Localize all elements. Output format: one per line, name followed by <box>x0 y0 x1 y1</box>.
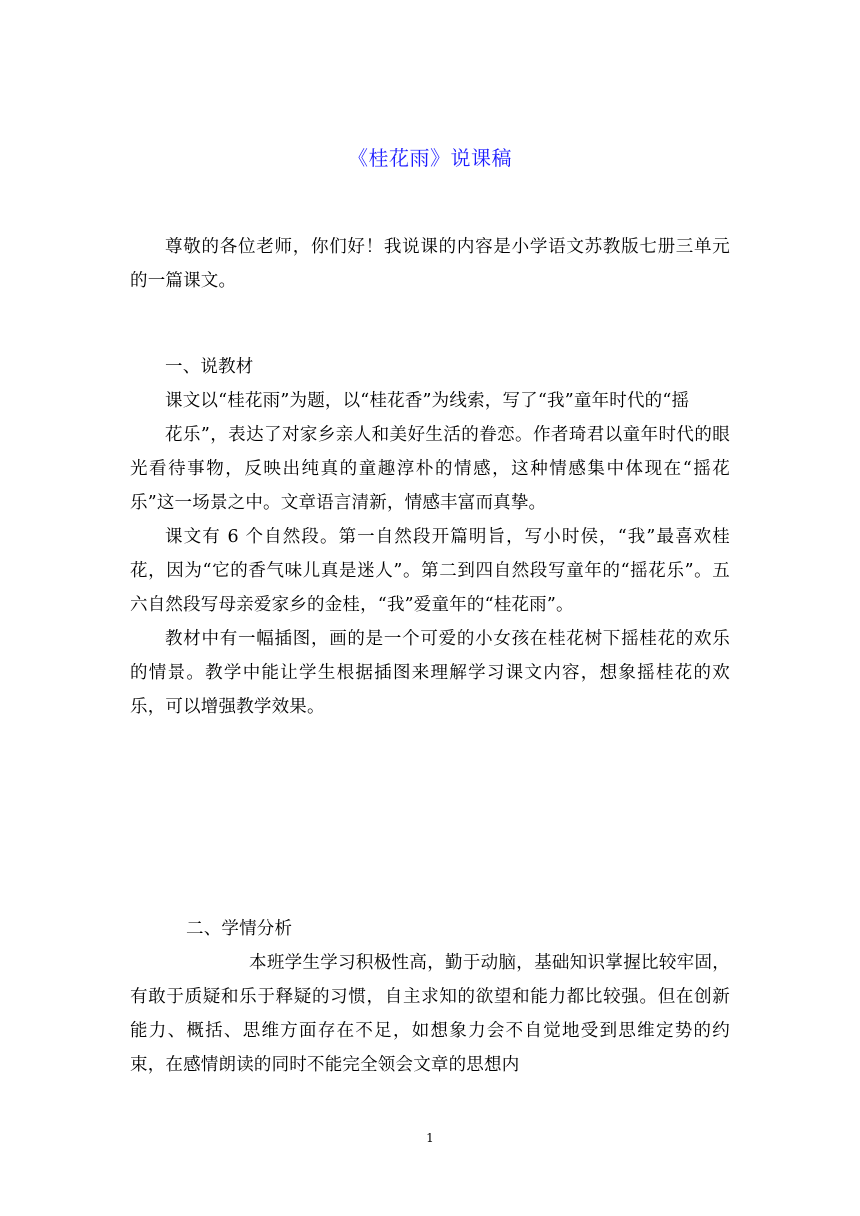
section1-paragraph-3: 教材中有一幅插图，画的是一个可爱的小女孩在桂花树下摇桂花的欢乐的情景。教学中能让学生根据插图来理解学习课文内容，想象摇桂花的欢乐，可以增强教学效果。 <box>130 629 730 717</box>
section1-paragraph-1b: 花乐”，表达了对家乡亲人和美好生活的眷恋。作者琦君以童年时代的眼光看待事物，反映出纯真的童趣淳朴的情感，这种情感集中体现在“摇花乐”这一场景之中。文章语言清新，情感丰富而真挚。 <box>130 425 730 513</box>
document-title: 《桂花雨》说课稿 <box>348 146 512 170</box>
intro-block <box>130 230 730 298</box>
intro-paragraph: 尊敬的各位老师，你们好！我说课的内容是小学语文苏教版七册三单元的一篇课文。 <box>130 237 730 291</box>
section-teaching-material <box>130 350 730 724</box>
section1-paragraph-2: 课文有 6 个自然段。第一自然段开篇明旨，写小时侯，“我”最喜欢桂花，因为“它的香气味儿真是迷人”。第二到四自然段写童年的“摇花乐”。五六自然段写母亲爱家乡的金桂，“我”爱童年的“桂花雨”。 <box>130 527 730 615</box>
section1-paragraph-1a: 课文以“桂花雨”为题，以“桂花香”为线索，写了“我”童年时代的“摇 <box>165 391 690 411</box>
page-number: 1 <box>426 1131 434 1145</box>
section2-heading: 二、学情分析 <box>186 919 293 939</box>
section2-paragraph-1: 本班学生学习积极性高，勤于动脑，基础知识掌握比较牢固，有敢于质疑和乐于释疑的习惯，自主求知的欲望和能力都比较强。但在创新能力、概括、思维方面存在不足，如想象力会不自觉地受到思维定势的约束，在感情朗读的同时不能完全领会文章的思想内 <box>130 953 730 1075</box>
section1-heading: 一、说教材 <box>165 357 254 377</box>
section-student-analysis <box>130 912 730 1082</box>
